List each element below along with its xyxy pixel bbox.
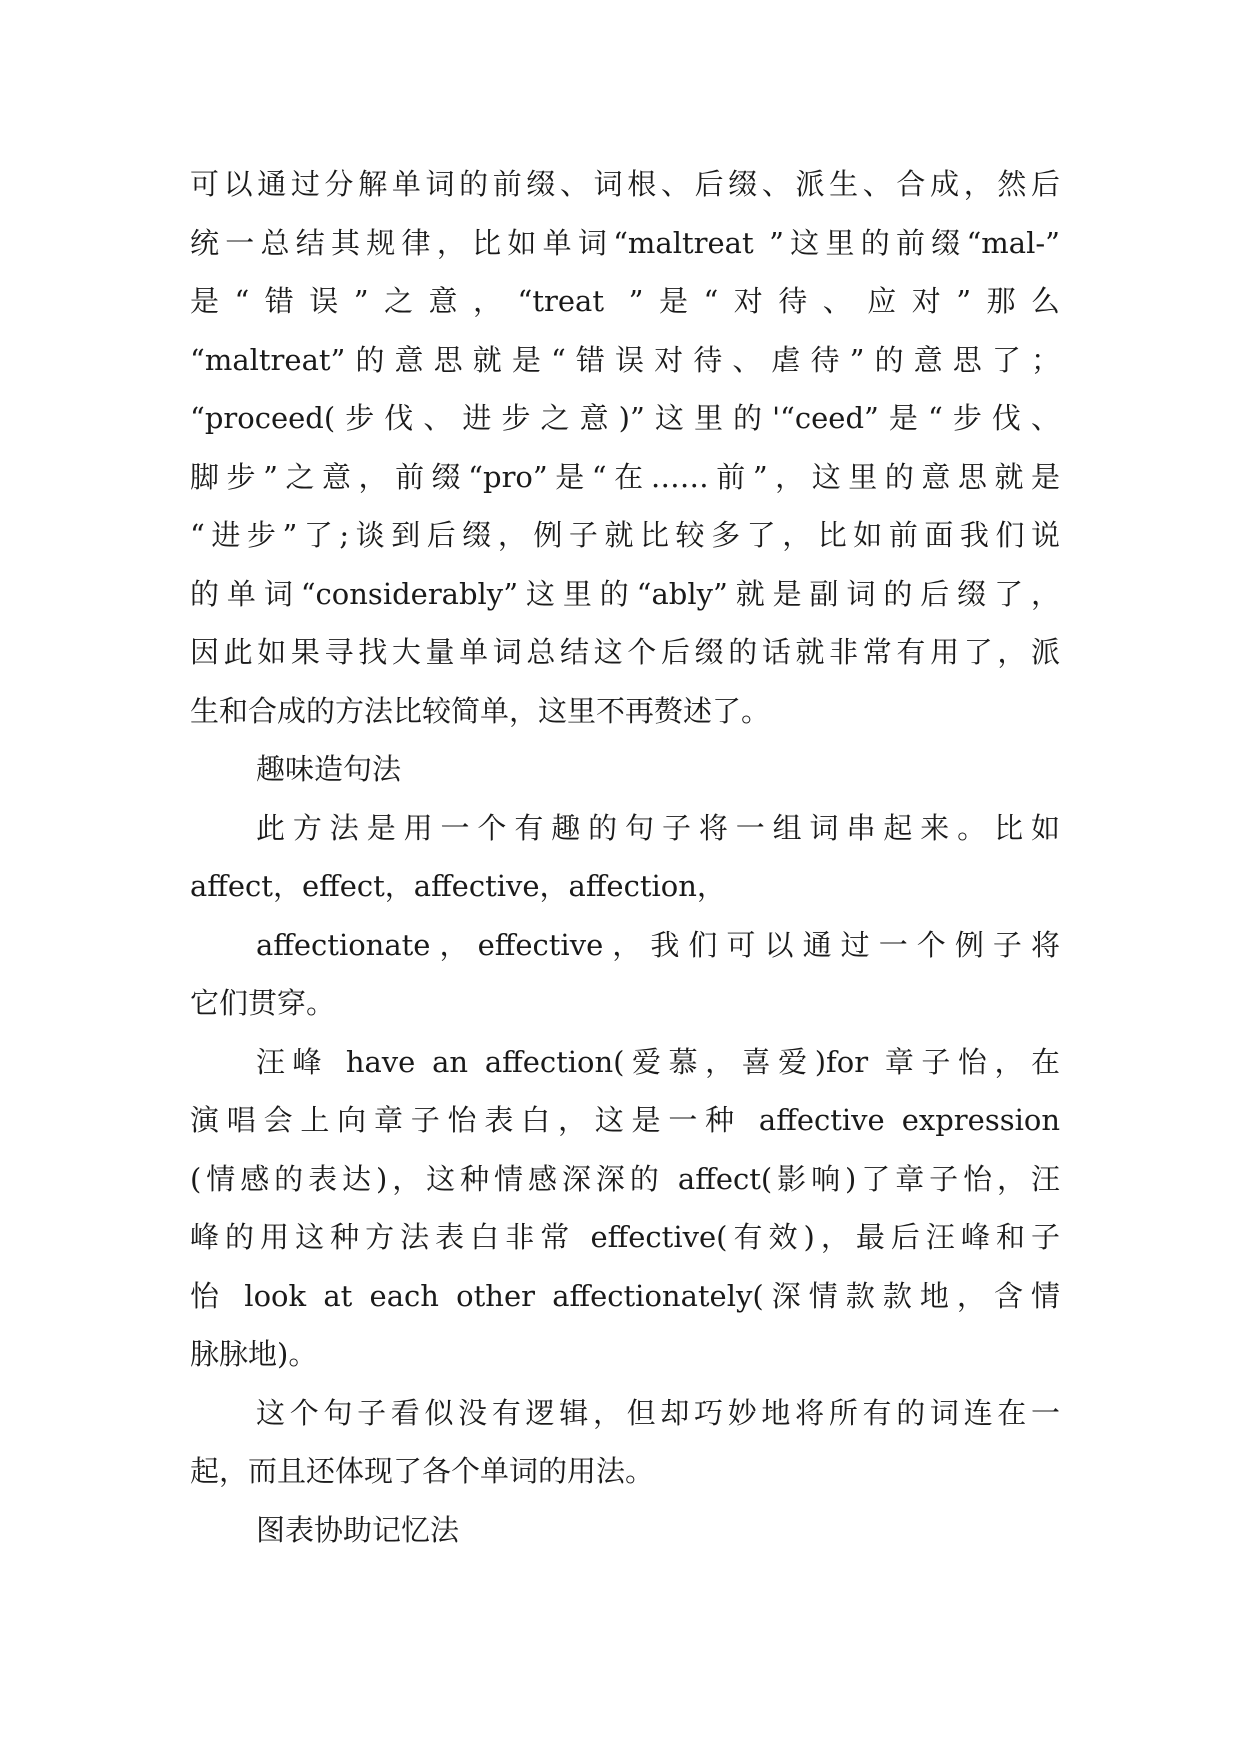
text-line-10: 生和合成的方法比较简单，这里不再赘述了。 (190, 693, 771, 728)
text-line-14: affectionate，effective，我们可以通过一个例子将 (256, 927, 1060, 962)
text-line-6: 脚步”之意，前缀“pro”是“在……前”，这里的意思就是 (190, 459, 1060, 494)
text-line-9: 因此如果寻找大量单词总结这个后缀的话就非常有用了，派 (190, 635, 1060, 669)
text-line-7: “进步”了;谈到后缀，例子就比较多了，比如前面我们说 (190, 518, 1060, 552)
text-line-4: “maltreat”的意思就是“错误对待、虐待”的意思了； (190, 342, 1060, 377)
text-line-2: 统一总结其规律，比如单词“maltreat ”这里的前缀“mal-” (190, 225, 1060, 260)
text-line-8: 的单词“considerably”这里的“ably”就是副词的后缀了， (190, 576, 1060, 611)
section-heading-fun-sentence: 趣味造句法 (256, 752, 402, 786)
text-line-3: 是“错误”之意，“treat ”是“对待、应对”那么 (190, 284, 1060, 318)
text-line-17: 演唱会上向章子怡表白，这是一种 affective expression (190, 1103, 1060, 1137)
body-text (190, 155, 1060, 1559)
text-line-23: 起，而且还体现了各个单词的用法。 (190, 1454, 655, 1488)
text-line-5: “proceed(步伐、进步之意)”这里的'“ceed”是“步伐、 (190, 401, 1060, 435)
text-line-15: 它们贯穿。 (190, 986, 336, 1020)
text-line-12: 此方法是用一个有趣的句子将一组词串起来。比如 (256, 810, 1060, 845)
text-line-1: 可以通过分解单词的前缀、词根、后缀、派生、合成，然后 (190, 167, 1060, 201)
text-line-19: 峰的用这种方法表白非常 effective(有效)，最后汪峰和子 (190, 1220, 1060, 1254)
text-line-22: 这个句子看似没有逻辑，但却巧妙地将所有的词连在一 (256, 1395, 1060, 1430)
text-line-18: (情感的表达)，这种情感深深的 affect(影响)了章子怡，汪 (190, 1161, 1060, 1196)
text-line-20: 怡 look at each other affectionately(深情款款地，含情 (190, 1278, 1060, 1313)
text-line-16: 汪峰 have an affection(爱慕，喜爱)for 章子怡，在 (256, 1044, 1060, 1079)
text-line-13: affect，effect，affective，affection， (190, 869, 726, 903)
section-heading-chart-memory: 图表协助记忆法 (256, 1512, 460, 1547)
text-line-21: 脉脉地)。 (190, 1337, 318, 1371)
